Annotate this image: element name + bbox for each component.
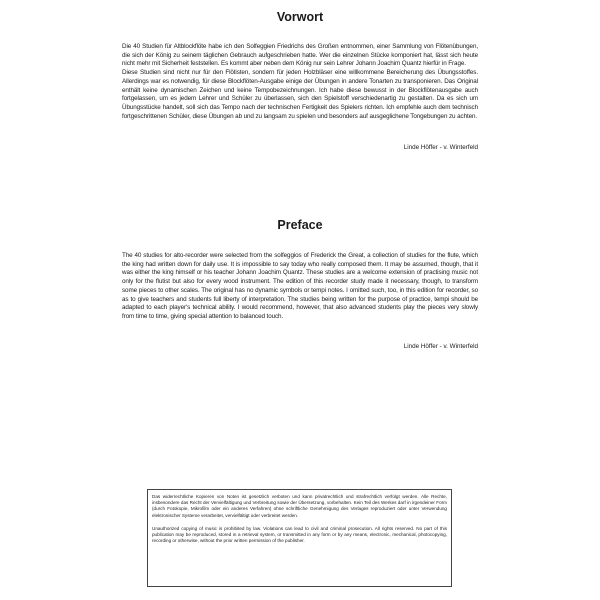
vorwort-paragraph-1: Die 40 Studien für Altblockflöte habe ich den Solfeggien Friedrichs des Großen entnommen, einer Sammlung von Flötenübungen, die sich der König zu seinem täglichen Gebrauch aufgeschrieben hatte. Wer die einzelnen Stücke komponiert hat, lässt sich heute nicht mehr mit Sicherheit feststellen. Es kommt aber neben dem König nur sein Lehrer Johann Joachim Quantz hierfür in Frage. (122, 43, 478, 68)
preface-title: Preface (277, 218, 323, 232)
copyright-notice-box (147, 489, 452, 587)
vorwort-title: Vorwort (276, 10, 324, 24)
vorwort-paragraph-2: Diese Studien sind nicht nur für den Flötisten, sondern für jeden Holzbläser eine willkommene Bereicherung des Übungsstoffes. Allerdings war es notwendig, für diese Blockflöten-Ausgabe einige der Übungen in andere Tonarten zu transponieren. Das Original enthält keine dynamischen Zeichen und keine Tempobezeichnungen. Ich habe diese bewusst in der Blockflötenausgabe auch fortgelassen, um es jedem Lehrer und Schüler zu überlassen, sich den Spielstoff verschiedenartig zu gestalten. Da es sich um Übungsstücke handelt, soll sich das Tempo nach der technischen Fertigkeit des Spielers richten. Ich empfehle auch dem technisch fortgeschrittenen Schüler, diese Übungen ab und zu langsam zu spielen und besonders auf ausgeglichene Tongebungen zu achten. (122, 69, 478, 120)
vorwort-body (122, 43, 478, 121)
copyright-notice-german: Das widerrechtliche Kopieren von Noten ist gesetzlich verboten und kann privatrechtlich und strafrechtlich verfolgt werden. Alle Rechte, insbesondere das Recht der Vervielfältigung und Verbreitung sowie der Übersetzung, vorbehalten. Kein Teil des Werkes darf in irgendeiner Form (durch Fotokopie, Mikrofilm oder ein anderes Verfahren) ohne schriftliche Genehmigung des Verlages reproduziert oder unter Verwendung elektronischer Systeme verarbeitet, vervielfältigt oder verbreitet werden. (152, 494, 447, 518)
preface-signature: Linde Höffer - v. Winterfeld (403, 343, 478, 350)
preface-body (122, 252, 478, 322)
copyright-gap (152, 519, 447, 526)
preface-paragraph-1: The 40 studies for alto-recorder were selected from the solfeggios of Frederick the Great, a collection of studies for the flute, which the king had written down for daily use. It is impossible to say today who really composed them. It may be assumed, though, that it was either the king himself or his teacher Johann Joachim Quantz. These studies are a welcome extension of practising music not only for the flutist but also for every wood instrument. The edition of this recorder study made it necessary, though, to transform some pieces to other scales. The original has no dynamic symbols or tempi notes. I omitted such, too, in this edition for recorder, so as to give teachers and students full liberty of interpretation. The studies being written for the purpose of practice, tempi should be adapted to each player's technical ability. I would recommend, however, that also advanced students play the pieces very slowly from time to time, giving special attention to balanced touch. (122, 252, 478, 320)
copyright-notice-english: Unauthorized copying of music is prohibited by law. Violations can lead to civil and criminal prosecution. All rights reserved. No part of this publication may be reproduced, stored in a retrieval system, or transmitted in any form or by any means, electronic, mechanical, photocopying, recording or otherwise, without the prior written permission of the publisher. (152, 525, 447, 544)
vorwort-signature: Linde Höffer - v. Winterfeld (403, 144, 478, 151)
